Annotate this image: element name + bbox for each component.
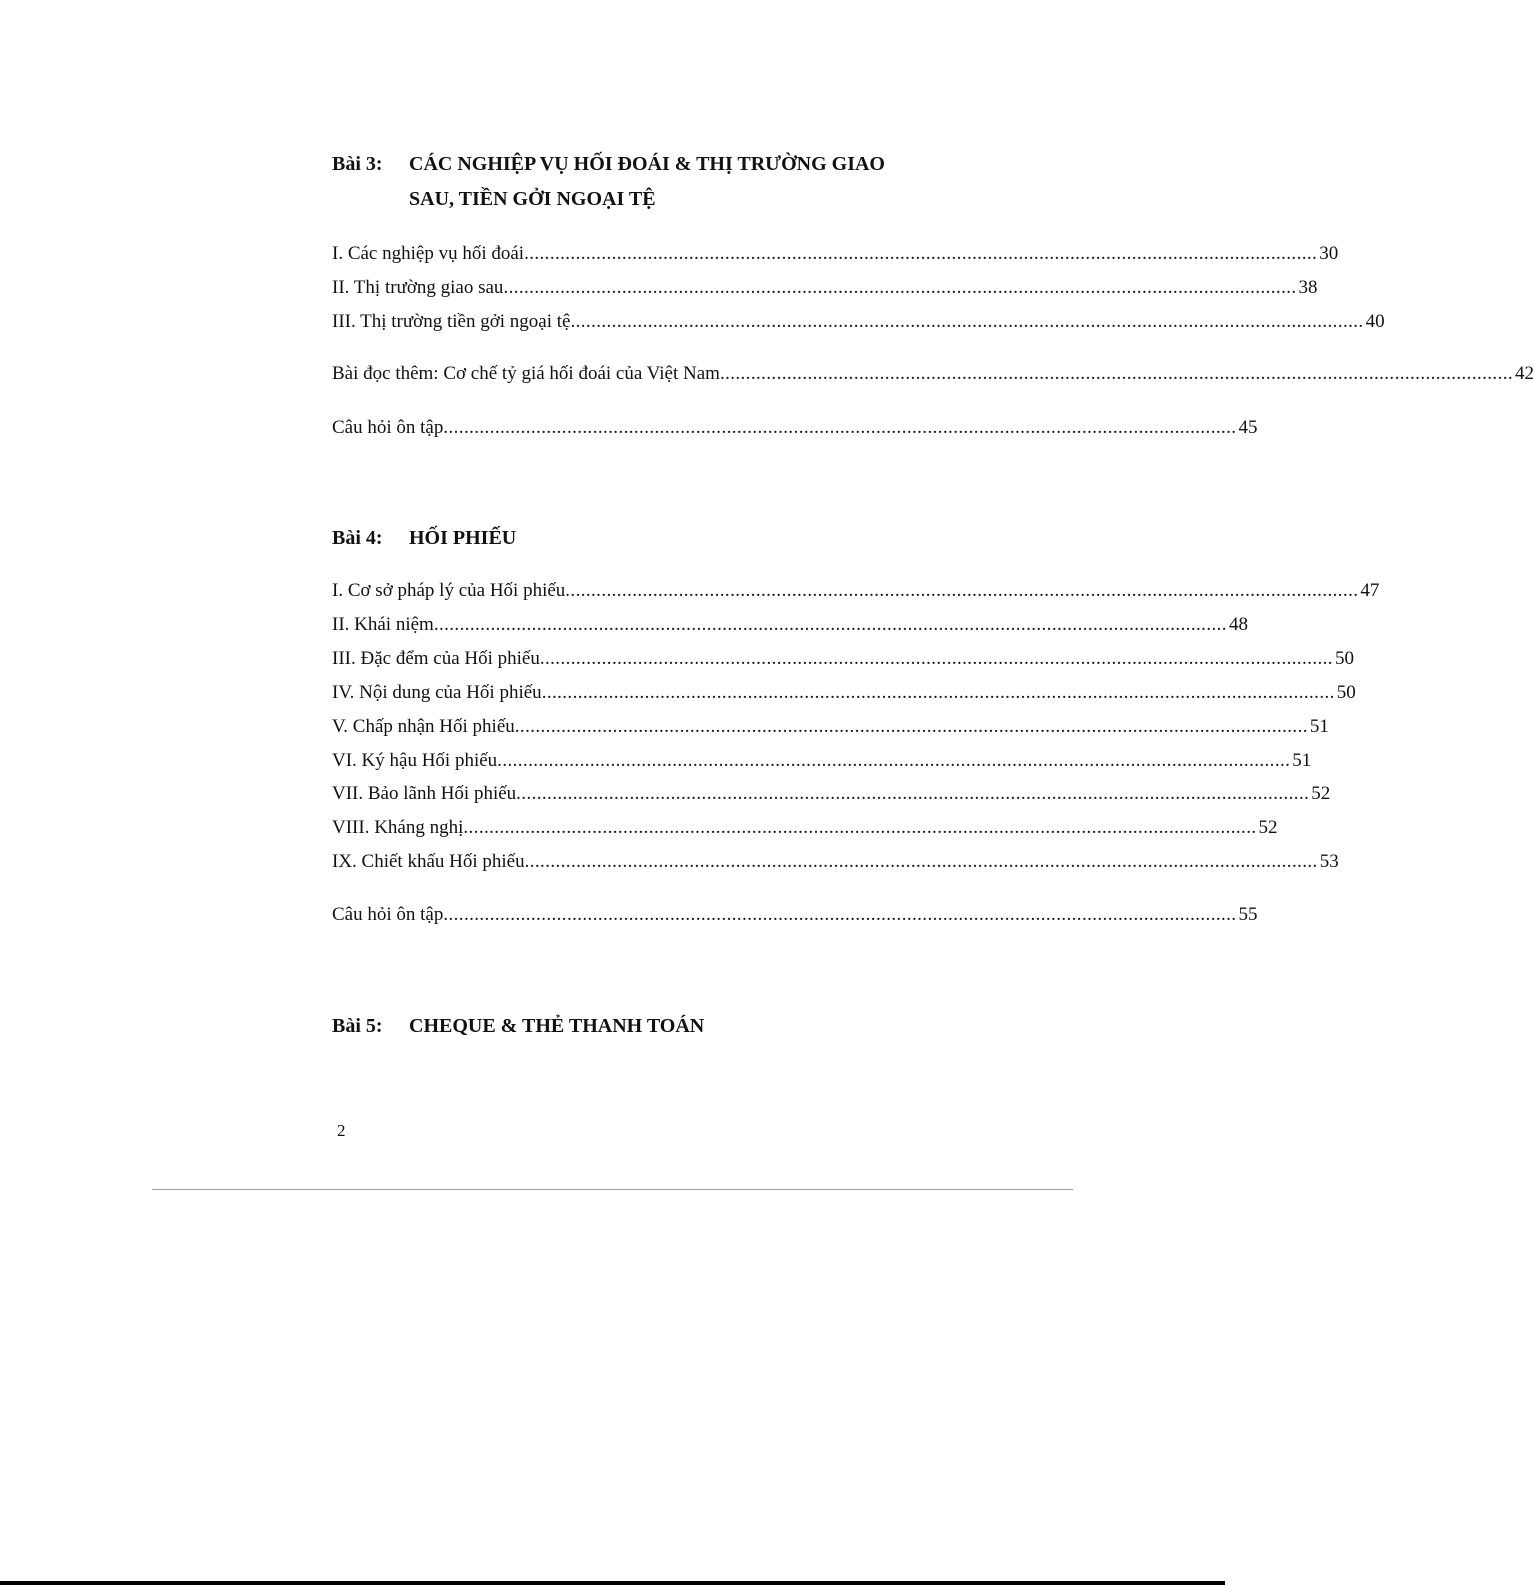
toc-entry-page: 52 <box>1311 783 1331 804</box>
dot-leader: .......................................................................................................................................................... <box>524 851 1318 872</box>
toc-entry-title: IX. Chiết khấu Hối phiếu <box>332 851 525 872</box>
toc-entry-page: 50 <box>1334 648 1354 669</box>
toc-entry-title: Câu hỏi ôn tập <box>332 417 444 438</box>
toc-entry[interactable] <box>332 614 1248 636</box>
toc-entry-page: 38 <box>1298 277 1318 298</box>
dot-leader: .......................................................................................................................................................... <box>463 817 1257 838</box>
dot-leader: .......................................................................................................................................................... <box>497 750 1291 771</box>
dot-leader: .......................................................................................................................................................... <box>565 580 1359 601</box>
toc-entry-title: IV. Nội dung của Hối phiếu <box>332 682 542 703</box>
toc-entry[interactable] <box>332 783 1331 805</box>
toc-entry[interactable] <box>332 817 1278 839</box>
dot-leader: .......................................................................................................................................................... <box>443 417 1237 438</box>
dot-leader: .......................................................................................................................................................... <box>570 311 1364 332</box>
toc-entry[interactable] <box>332 851 1339 873</box>
toc-entry-page: 53 <box>1319 851 1339 872</box>
toc-entry[interactable] <box>332 648 1354 670</box>
toc-entry-title: V. Chấp nhận Hối phiếu <box>332 716 515 737</box>
chapter-5-label: Bài 5: <box>332 1015 383 1037</box>
toc-entry-title: I. Cơ sở pháp lý của Hối phiếu <box>332 580 566 601</box>
toc-entry-page: 48 <box>1228 614 1248 635</box>
chapter-3-title-line1: CÁC NGHIỆP VỤ HỐI ĐOÁI & THỊ TRƯỜNG GIAO <box>409 153 885 175</box>
toc-entry-page: 40 <box>1365 311 1385 332</box>
toc-entry-title: II. Khái niệm <box>332 614 434 635</box>
chapter-3-label: Bài 3: <box>332 153 383 175</box>
toc-entry[interactable] <box>332 417 1258 439</box>
toc-entry-page: 45 <box>1238 417 1258 438</box>
toc-entry-page: 30 <box>1319 243 1339 264</box>
chapter-4-label: Bài 4: <box>332 527 383 549</box>
page-number: 2 <box>337 1121 346 1140</box>
toc-entry-title: II. Thị trường giao sau <box>332 277 504 298</box>
toc-entry[interactable] <box>332 580 1380 602</box>
toc-entry[interactable] <box>332 904 1258 926</box>
toc-entry-page: 55 <box>1238 904 1258 925</box>
toc-entry-page: 50 <box>1336 682 1356 703</box>
toc-entry-title: VIII. Kháng nghị <box>332 817 464 838</box>
toc-entry[interactable] <box>332 716 1329 738</box>
toc-entry-page: 51 <box>1309 716 1329 737</box>
chapter-4-title: HỐI PHIẾU <box>409 527 517 549</box>
toc-entry-page: 42 <box>1515 363 1534 384</box>
dot-leader: .......................................................................................................................................................... <box>514 716 1308 737</box>
toc-entry-title: III. Thị trường tiền gởi ngoại tệ <box>332 311 571 332</box>
dot-leader: .......................................................................................................................................................... <box>539 648 1333 669</box>
page-divider <box>152 1189 1073 1190</box>
toc-entry[interactable] <box>332 277 1318 299</box>
dot-leader: .......................................................................................................................................................... <box>503 277 1297 298</box>
dot-leader: .......................................................................................................................................................... <box>443 904 1237 925</box>
toc-entry-page: 52 <box>1258 817 1278 838</box>
toc-entry-page: 47 <box>1360 580 1380 601</box>
toc-entry[interactable] <box>332 243 1339 265</box>
toc-entry-title: VI. Ký hậu Hối phiếu <box>332 750 498 771</box>
chapter-3-title-line2: SAU, TIỀN GỞI NGOẠI TỆ <box>409 188 656 210</box>
toc-entry-title: I. Các nghiệp vụ hối đoái <box>332 243 525 264</box>
toc-entry[interactable] <box>332 311 1385 333</box>
toc-entry-title: III. Đặc đểm của Hối phiếu <box>332 648 540 669</box>
dot-leader: .......................................................................................................................................................... <box>541 682 1335 703</box>
dot-leader: .......................................................................................................................................................... <box>516 783 1310 804</box>
toc-entry-title: VII. Bảo lãnh Hối phiếu <box>332 783 517 804</box>
toc-entry[interactable] <box>332 363 1534 385</box>
chapter-5-title: CHEQUE & THẺ THANH TOÁN <box>409 1015 705 1037</box>
toc-entry[interactable] <box>332 750 1312 772</box>
toc-entry-title: Câu hỏi ôn tập <box>332 904 444 925</box>
bottom-edge-bar <box>0 1581 1225 1585</box>
dot-leader: .......................................................................................................................................................... <box>719 363 1514 384</box>
toc-entry[interactable] <box>332 682 1356 704</box>
toc-entry-title: Bài đọc thêm: Cơ chế tỷ giá hối đoái của Việt Nam <box>332 363 720 384</box>
dot-leader: .......................................................................................................................................................... <box>524 243 1318 264</box>
toc-entry-page: 51 <box>1292 750 1312 771</box>
dot-leader: .......................................................................................................................................................... <box>433 614 1227 635</box>
